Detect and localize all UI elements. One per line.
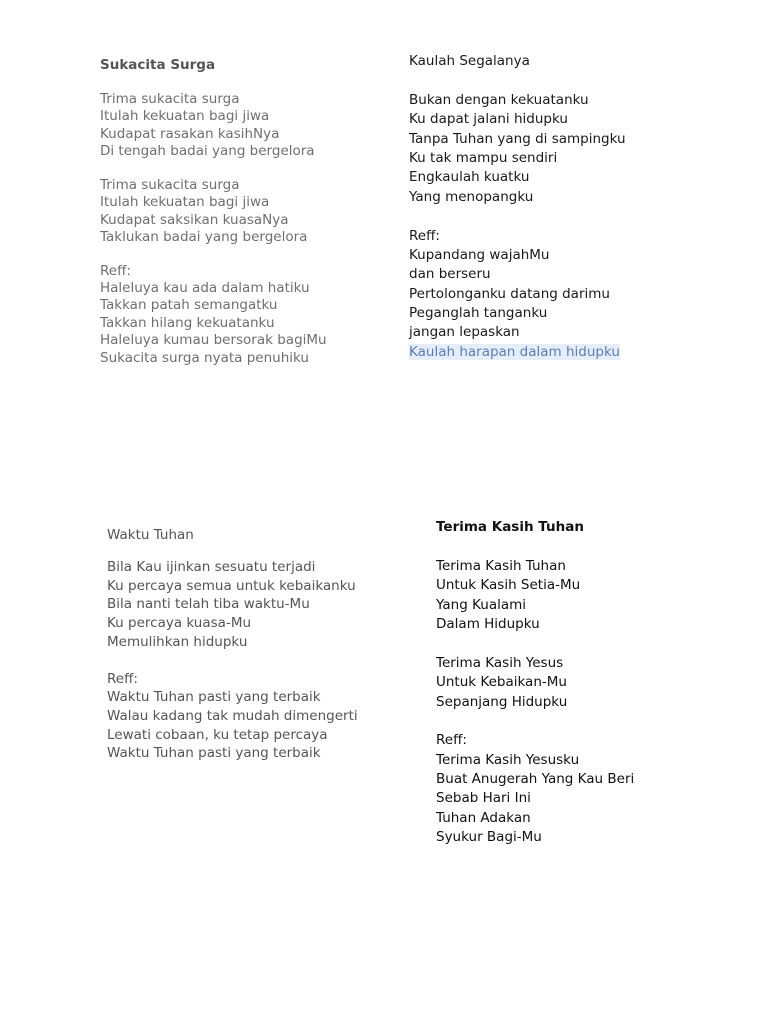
lyric-line: Waktu Tuhan pasti yang terbaik (107, 745, 321, 762)
stanza-gap (100, 74, 327, 90)
lyric-line: Kudapat rasakan kasihNya (100, 125, 280, 142)
lyric-line: Di tengah badai yang bergelora (100, 142, 315, 159)
song-sukacita-surga (100, 57, 327, 367)
lyric-line: Peganglah tanganku (409, 305, 548, 322)
lyric-line: jangan lepaskan (409, 324, 520, 341)
lyric-line: Walau kadang tak mudah dimengerti (107, 707, 358, 724)
lyric-line: Trima sukacita surga (100, 90, 240, 107)
lyric-line: Memulihkan hidupku (107, 633, 248, 650)
lyric-line: Kudapat saksikan kuasaNya (100, 211, 289, 228)
reff-label: Reff: (409, 227, 440, 244)
lyric-line: Bila Kau ijinkan sesuatu terjadi (107, 559, 316, 576)
lyric-line: Untuk Kebaikan-Mu (436, 674, 567, 691)
lyric-line: Ku percaya kuasa-Mu (107, 614, 252, 631)
song-waktu-tuhan (107, 526, 358, 763)
song-title: Kaulah Segalanya (409, 53, 530, 69)
stanza-gap (409, 71, 626, 90)
lyric-line: Itulah kekuatan bagi jiwa (100, 194, 270, 211)
lyric-line: Bila nanti telah tiba waktu-Mu (107, 596, 310, 613)
reff-label: Reff: (436, 732, 467, 749)
stanza-gap (436, 712, 634, 731)
stanza-gap (107, 651, 358, 670)
lyric-line: Engkaulah kuatku (409, 169, 530, 186)
stanza-gap (100, 246, 327, 262)
lyric-line: Tanpa Tuhan yang di sampingku (409, 130, 626, 147)
stanza-gap (107, 545, 358, 559)
stanza-gap (436, 634, 634, 653)
lyric-line: Sepanjang Hidupku (436, 693, 568, 710)
lyric-line: Takkan patah semangatku (100, 297, 278, 314)
lyric-line: Waktu Tuhan pasti yang terbaik (107, 689, 321, 706)
lyric-line: Buat Anugerah Yang Kau Beri (436, 771, 635, 788)
song-title: Sukacita Surga (100, 57, 216, 73)
stanza-gap (436, 537, 634, 556)
lyric-line: Terima Kasih Yesus (436, 654, 564, 671)
lyric-line: Ku tak mampu sendiri (409, 149, 558, 166)
lyric-line: Takkan hilang kekuatanku (100, 314, 275, 331)
lyric-line: Syukur Bagi-Mu (436, 829, 542, 846)
lyric-line: Taklukan badai yang bergelora (100, 228, 308, 245)
stanza-gap (100, 160, 327, 176)
song-terima-kasih-tuhan (436, 518, 634, 848)
lyric-line: Haleluya kumau bersorak bagiMu (100, 332, 327, 349)
lyric-line: Kupandang wajahMu (409, 246, 550, 263)
song-kaulah-segalanya (409, 52, 626, 362)
lyric-line: Dalam Hidupku (436, 615, 540, 632)
reff-label: Reff: (107, 670, 138, 687)
song-title: Waktu Tuhan (107, 527, 194, 543)
reff-label: Reff: (100, 262, 131, 279)
lyric-line: Sebab Hari Ini (436, 790, 531, 807)
lyric-line: Sukacita surga nyata penuhiku (100, 349, 309, 366)
lyric-line: dan berseru (409, 266, 491, 283)
stanza-gap (409, 207, 626, 226)
lyric-line: Ku percaya semua untuk kebaikanku (107, 577, 356, 594)
lyric-line: Lewati cobaan, ku tetap percaya (107, 726, 328, 743)
song-title: Terima Kasih Tuhan (436, 519, 584, 535)
lyric-line: Itulah kekuatan bagi jiwa (100, 108, 270, 125)
lyric-line: Pertolonganku datang darimu (409, 285, 610, 302)
lyric-line: Ku dapat jalani hidupku (409, 111, 568, 128)
lyric-line: Yang menopangku (409, 188, 534, 205)
lyric-line-selected[interactable] (409, 343, 626, 362)
lyric-line: Tuhan Adakan (436, 809, 531, 826)
lyric-line: Haleluya kau ada dalam hatiku (100, 280, 310, 297)
lyric-line: Yang Kualami (436, 596, 527, 613)
lyric-line: Trima sukacita surga (100, 176, 240, 193)
lyric-line: Terima Kasih Yesusku (436, 751, 580, 768)
lyric-line: Bukan dengan kekuatanku (409, 91, 589, 108)
text-selection-highlight[interactable]: Kaulah harapan dalam hidupku (409, 343, 620, 360)
lyric-line: Untuk Kasih Setia-Mu (436, 577, 581, 594)
lyric-line: Terima Kasih Tuhan (436, 557, 566, 574)
